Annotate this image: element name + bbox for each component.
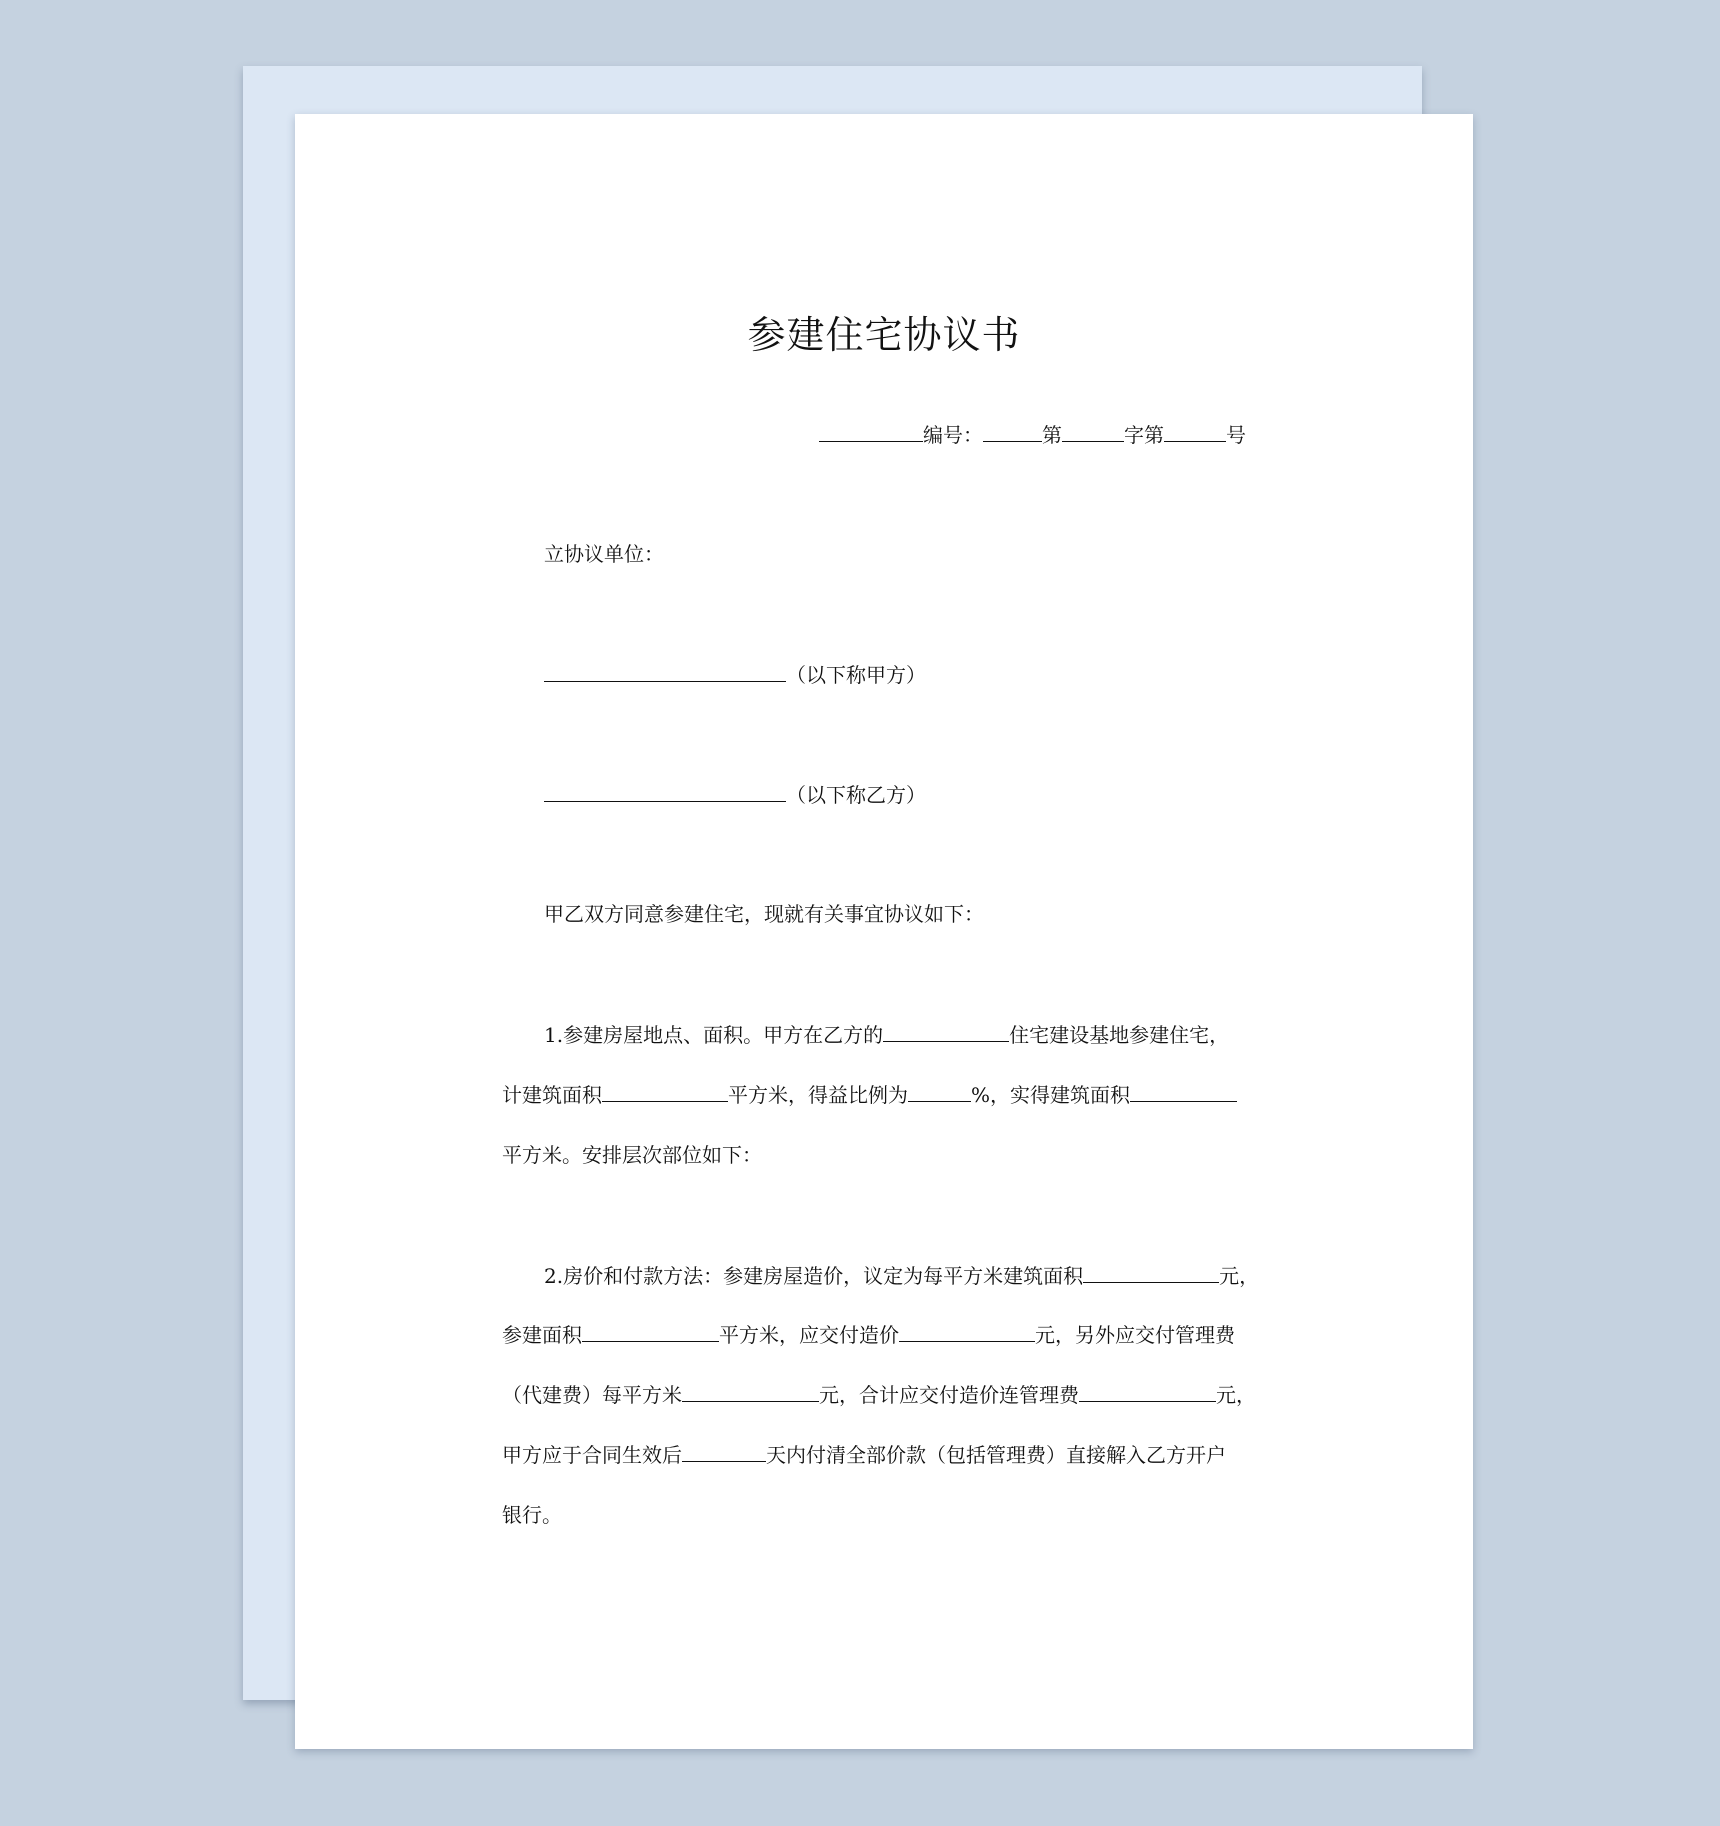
text-segment: 立协议单位： [544,542,664,566]
text-segment: 平方米，得益比例为 [728,1083,908,1107]
fill-in-blank[interactable] [1083,1262,1219,1283]
fill-in-blank[interactable] [582,1321,719,1342]
text-segment: 参建面积 [502,1323,582,1347]
text-segment: 编号： [923,423,983,447]
text-segment: 第 [1042,423,1062,447]
fill-in-blank[interactable] [899,1321,1035,1342]
party-a-line [544,661,926,688]
text-segment: 元，合计应交付造价连管理费 [819,1383,1079,1407]
text-segment: 2.房价和付款方法：参建房屋造价，议定为每平方米建筑面积 [544,1264,1084,1288]
text-segment: （以下称甲方） [786,663,926,687]
fill-in-blank[interactable] [602,1081,728,1102]
text-segment: 平方米，应交付造价 [719,1323,899,1347]
preamble [544,901,984,927]
text-segment: 平方米。安排层次部位如下： [502,1143,762,1167]
clause-2-line-1 [544,1262,1259,1289]
fill-in-blank[interactable] [1164,421,1226,442]
fill-in-blank[interactable] [682,1441,766,1462]
document-page [295,114,1473,1749]
document-title: 参建住宅协议书 [747,313,1021,357]
text-segment: 1.参建房屋地点、面积。甲方在乙方的 [544,1023,884,1047]
fill-in-blank[interactable] [983,421,1042,442]
fill-in-blank[interactable] [544,661,786,682]
fill-in-blank[interactable] [819,421,923,442]
fill-in-blank[interactable] [682,1381,819,1402]
text-segment: 银行。 [502,1503,562,1527]
fill-in-blank[interactable] [1062,421,1124,442]
clause-1-line-3 [502,1142,762,1168]
document-number-line [819,421,1246,448]
text-segment: 元，另外应交付管理费 [1035,1323,1235,1347]
fill-in-blank[interactable] [908,1081,971,1102]
clause-2-line-2 [502,1321,1235,1348]
text-segment: 元， [1216,1383,1256,1407]
clause-2-line-5 [502,1502,562,1528]
fill-in-blank[interactable] [544,781,786,802]
fill-in-blank[interactable] [883,1021,1009,1042]
text-segment: 字第 [1124,423,1164,447]
text-segment: 号 [1226,423,1246,447]
fill-in-blank[interactable] [1079,1381,1216,1402]
text-segment: （以下称乙方） [786,783,926,807]
clause-1-line-1 [544,1021,1229,1048]
clause-1-line-2 [502,1081,1237,1108]
text-segment: 计建筑面积 [502,1083,602,1107]
parties-heading [544,541,664,567]
text-segment: （代建费）每平方米 [502,1383,682,1407]
text-segment: 甲乙双方同意参建住宅，现就有关事宜协议如下： [544,902,984,926]
clause-2-line-4 [502,1441,1226,1468]
clause-2-line-3 [502,1381,1256,1408]
text-segment: 甲方应于合同生效后 [502,1443,682,1467]
text-segment: 元， [1219,1264,1260,1288]
text-segment: 住宅建设基地参建住宅， [1009,1023,1230,1047]
fill-in-blank[interactable] [1130,1081,1237,1102]
text-segment: 天内付清全部价款（包括管理费）直接解入乙方开户 [766,1443,1226,1467]
text-segment: %，实得建筑面积 [971,1083,1131,1107]
party-b-line [544,781,926,808]
